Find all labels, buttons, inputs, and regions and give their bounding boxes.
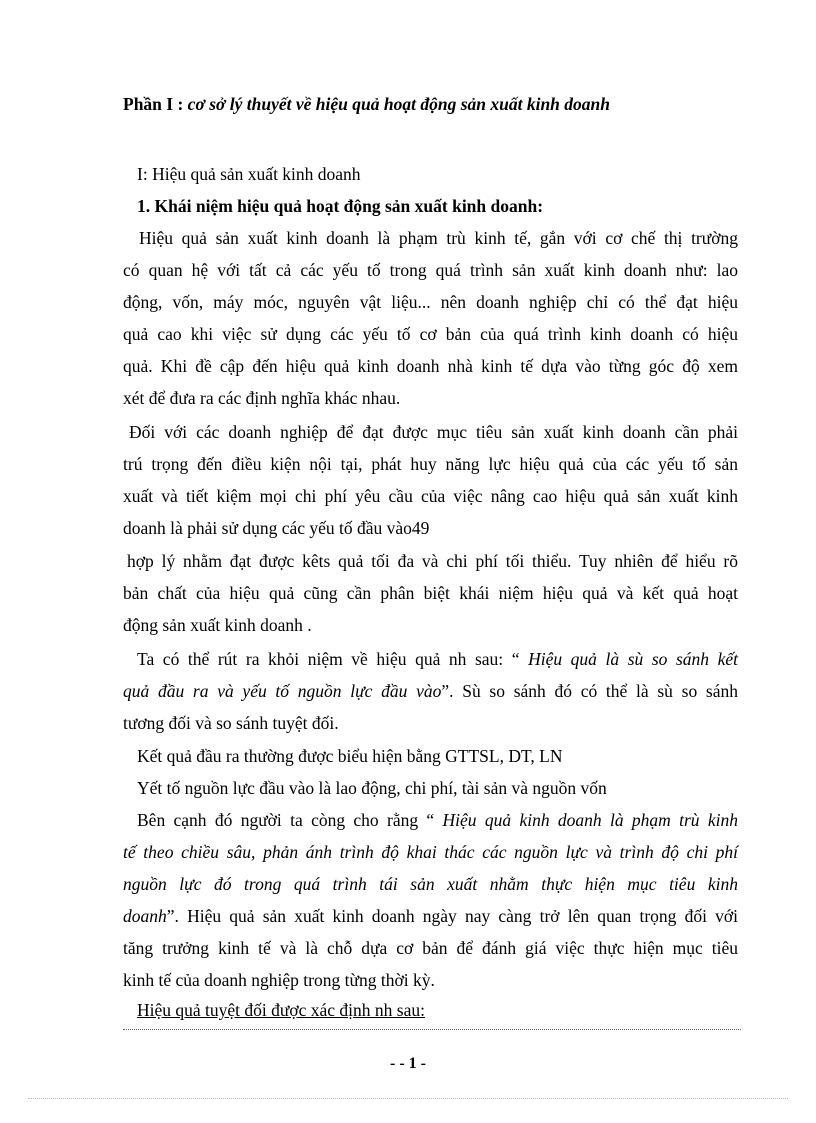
paragraph-line: xuất và tiết kiệm mọi chi phí yêu cầu của việc nâng cao hiệu quả sản xuất kinh xyxy=(123,486,738,506)
text-run: ”. Hiệu quả sản xuất kinh doanh ngày nay càng trở lên quan trọng đối với xyxy=(166,906,738,926)
quote-run: Hiệu quả kinh doanh là phạm trù kinh xyxy=(442,810,738,830)
paragraph-line: trú trọng đến điều kiện nội tại, phát huy năng lực hiệu quả của các yếu tố sản xyxy=(123,454,738,474)
text-run: Bên cạnh đó người ta còng cho rằng “ xyxy=(137,810,443,830)
paragraph-line: tương đối và so sánh tuyệt đối. xyxy=(123,713,339,733)
paragraph-8: Hiệu quả tuyệt đối được xác định nh sau: xyxy=(137,1000,425,1020)
paragraph-line: Hiệu quả sản xuất kinh doanh là phạm trù kinh tế, gắn với cơ chế thị trường xyxy=(139,228,738,248)
quote-run: quả đầu ra và yếu tố nguồn lực đầu vào xyxy=(123,681,442,701)
paragraph-line: quả cao khi việc sử dụng các yếu tố cơ bản của quá trình kinh doanh có hiệu xyxy=(123,324,738,344)
paragraph-line xyxy=(123,675,738,707)
subsection-title: 1. Khái niệm hiệu quả hoạt động sản xuất kinh doanh: xyxy=(137,196,544,216)
paragraph-line: quả. Khi đề cập đến hiệu quả kinh doanh nhà kinh tế dựa vào từng góc độ xem xyxy=(123,356,738,376)
paragraph-line: có quan hệ với tất cả các yếu tố trong quá trình sản xuất kinh doanh như: lao xyxy=(123,260,738,280)
chapter-prefix: Phần I : xyxy=(123,94,188,114)
paragraph-line: tăng trưởng kinh tế và là chỗ dựa cơ bản để đánh giá việc thực hiện mục tiêu xyxy=(123,938,738,958)
paragraph-line: tế theo chiều sâu, phản ánh trình độ khai thác các nguồn lực và trình độ chi phí xyxy=(123,842,738,862)
paragraph-5: Kết quả đầu ra thường được biểu hiện bằng GTTSL, DT, LN xyxy=(137,746,563,766)
paragraph-line: bản chất của hiệu quả cũng cần phân biệt khái niệm hiệu quả và kết quả hoạt xyxy=(123,583,738,603)
paragraph-line: hợp lý nhằm đạt được kêts quả tối đa và chi phí tối thiểu. Tuy nhiên để hiểu rõ xyxy=(127,551,738,571)
section-title: I: Hiệu quả sản xuất kinh doanh xyxy=(137,164,361,184)
paragraph-line: doanh là phải sử dụng các yếu tố đầu vào49 xyxy=(123,518,430,538)
paragraph-line: nguồn lực đó trong quá trình tái sản xuất nhằm thực hiện mục tiêu kinh xyxy=(123,874,738,894)
page-bottom-divider xyxy=(28,1098,788,1099)
paragraph-line: động, vốn, máy móc, nguyên vật liệu... nên doanh nghiệp chỉ có thể đạt hiệu xyxy=(123,292,738,312)
paragraph-line: kinh tế của doanh nghiệp trong từng thời kỳ. xyxy=(123,970,435,990)
paragraph-line xyxy=(137,643,738,675)
text-run: ”. Sù so sánh đó có thể là sù so sánh xyxy=(441,681,738,701)
chapter-heading xyxy=(123,94,610,115)
page-number: - - 1 - xyxy=(390,1055,426,1072)
quote-run: doanh xyxy=(123,906,167,926)
paragraph-6: Yết tố nguồn lực đầu vào là lao động, chi phí, tài sản và nguồn vốn xyxy=(137,778,607,798)
paragraph-line xyxy=(123,900,738,932)
chapter-title: cơ sở lý thuyết về hiệu quả hoạt động sản xuất kinh doanh xyxy=(187,94,611,114)
quote-run: Hiệu quả là sù so sánh kết xyxy=(528,649,738,669)
paragraph-line: xét để đưa ra các định nghĩa khác nhau. xyxy=(123,388,401,408)
footer-divider xyxy=(123,1029,741,1030)
text-run: Ta có thể rút ra khỏi niệm về hiệu quả nh sau: “ xyxy=(137,649,529,669)
paragraph-line: Đối với các doanh nghiệp để đạt được mục tiêu sản xuất kinh doanh cần phải xyxy=(129,422,738,442)
paragraph-line: động sản xuất kinh doanh . xyxy=(123,615,312,635)
paragraph-line xyxy=(137,804,738,836)
